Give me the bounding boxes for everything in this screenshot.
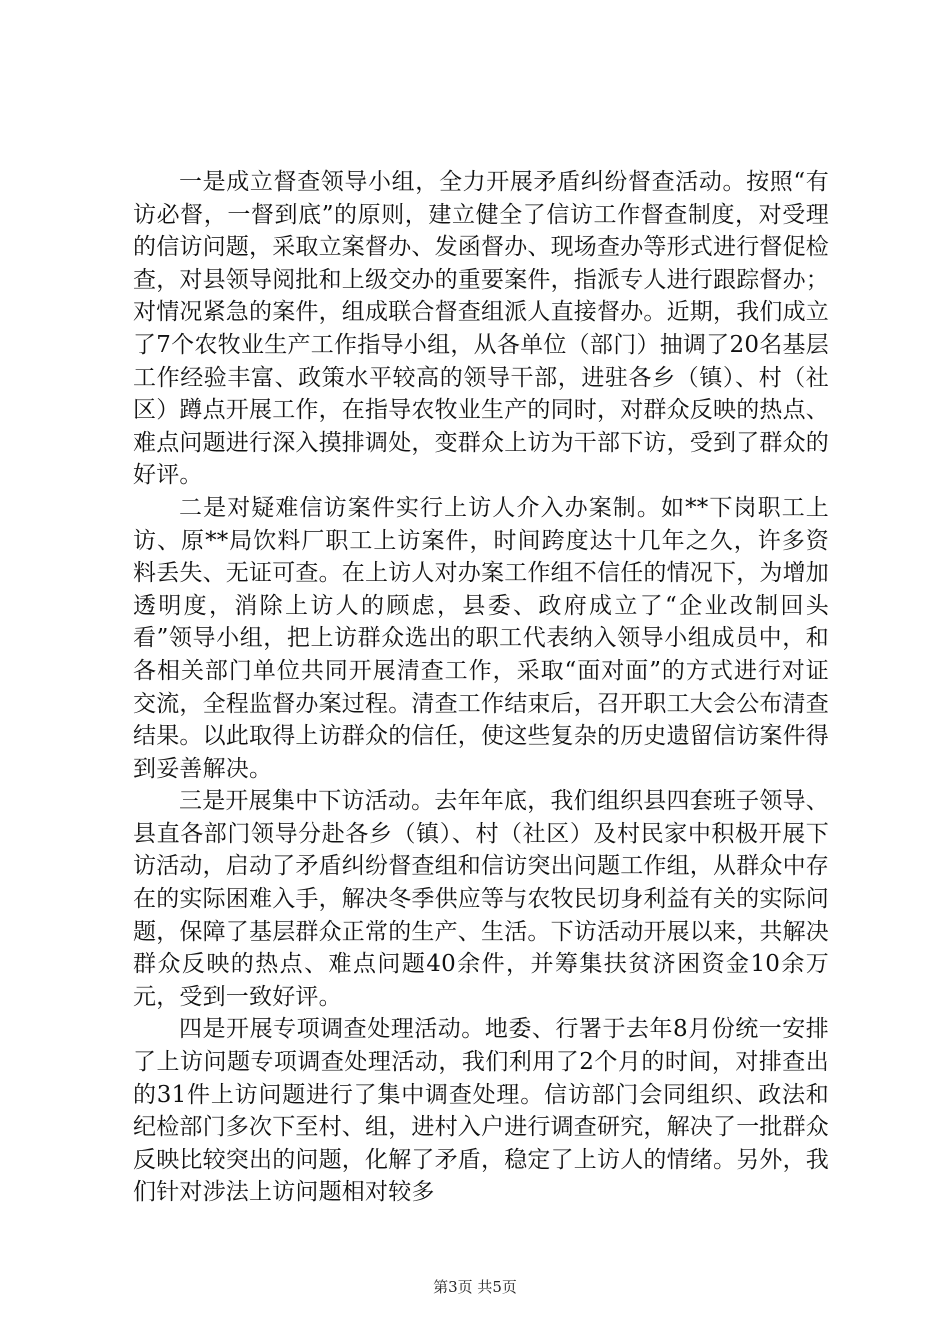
paragraph-1: 一是成立督查领导小组，全力开展矛盾纠纷督查活动。按照“有访必督，一督到底”的原则，建立健全了信访工作督查制度，对受理的信访问题，采取立案督办、发函督办、现场查办等形式进行督促检查，对县领导阅批和上级交办的重要案件，指派专人进行跟踪督办；对情况紧急的案件，组成联合督查组派人直接督办。近期，我们成立了7个农牧业生产工作指导小组，从各单位（部门）抽调了20名基层工作经验丰富、政策水平较高的领导干部，进驻各乡（镇）、村（社区）蹲点开展工作，在指导农牧业生产的同时，对群众反映的热点、难点问题进行深入摸排调处，变群众上访为干部下访，受到了群众的好评。 (133, 169, 829, 489)
paragraph-4: 四是开展专项调查处理活动。地委、行署于去年8月份统一安排了上访问题专项调查处理活动，我们利用了2个月的时间，对排查出的31件上访问题进行了集中调查处理。信访部门会同组织、政法和纪检部门多次下至村、组，进村入户进行调查研究，解决了一批群众反映比较突出的问题，化解了矛盾，稳定了上访人的情绪。另外，我们针对涉法上访问题相对较多 (133, 1016, 829, 1206)
document-body (133, 166, 829, 1209)
paragraph-3: 三是开展集中下访活动。去年年底，我们组织县四套班子领导、县直各部门领导分赴各乡（镇）、村（社区）及村民家中积极开展下访活动，启动了矛盾纠纷督查组和信访突出问题工作组，从群众中存在的实际困难入手，解决冬季供应等与农牧民切身利益有关的实际问题，保障了基层群众正常的生产、生活。下访活动开展以来，共解决群众反映的热点、难点问题40余件，并筹集扶贫济困资金10余万元，受到一致好评。 (133, 788, 829, 1010)
paragraph-2: 二是对疑难信访案件实行上访人介入办案制。如**下岗职工上访、原**局饮料厂职工上访案件，时间跨度达十几年之久，许多资料丢失、无证可查。在上访人对办案工作组不信任的情况下，为增加透明度，消除上访人的顾虑，县委、政府成立了“企业改制回头看”领导小组，把上访群众选出的职工代表纳入领导小组成员中，和各相关部门单位共同开展清查工作，采取“面对面”的方式进行对证交流，全程监督办案过程。清查工作结束后，召开职工大会公布清查结果。以此取得上访群众的信任，使这些复杂的历史遗留信访案件得到妥善解决。 (133, 494, 829, 782)
page-footer: 第3页 共5页 (433, 1278, 517, 1296)
